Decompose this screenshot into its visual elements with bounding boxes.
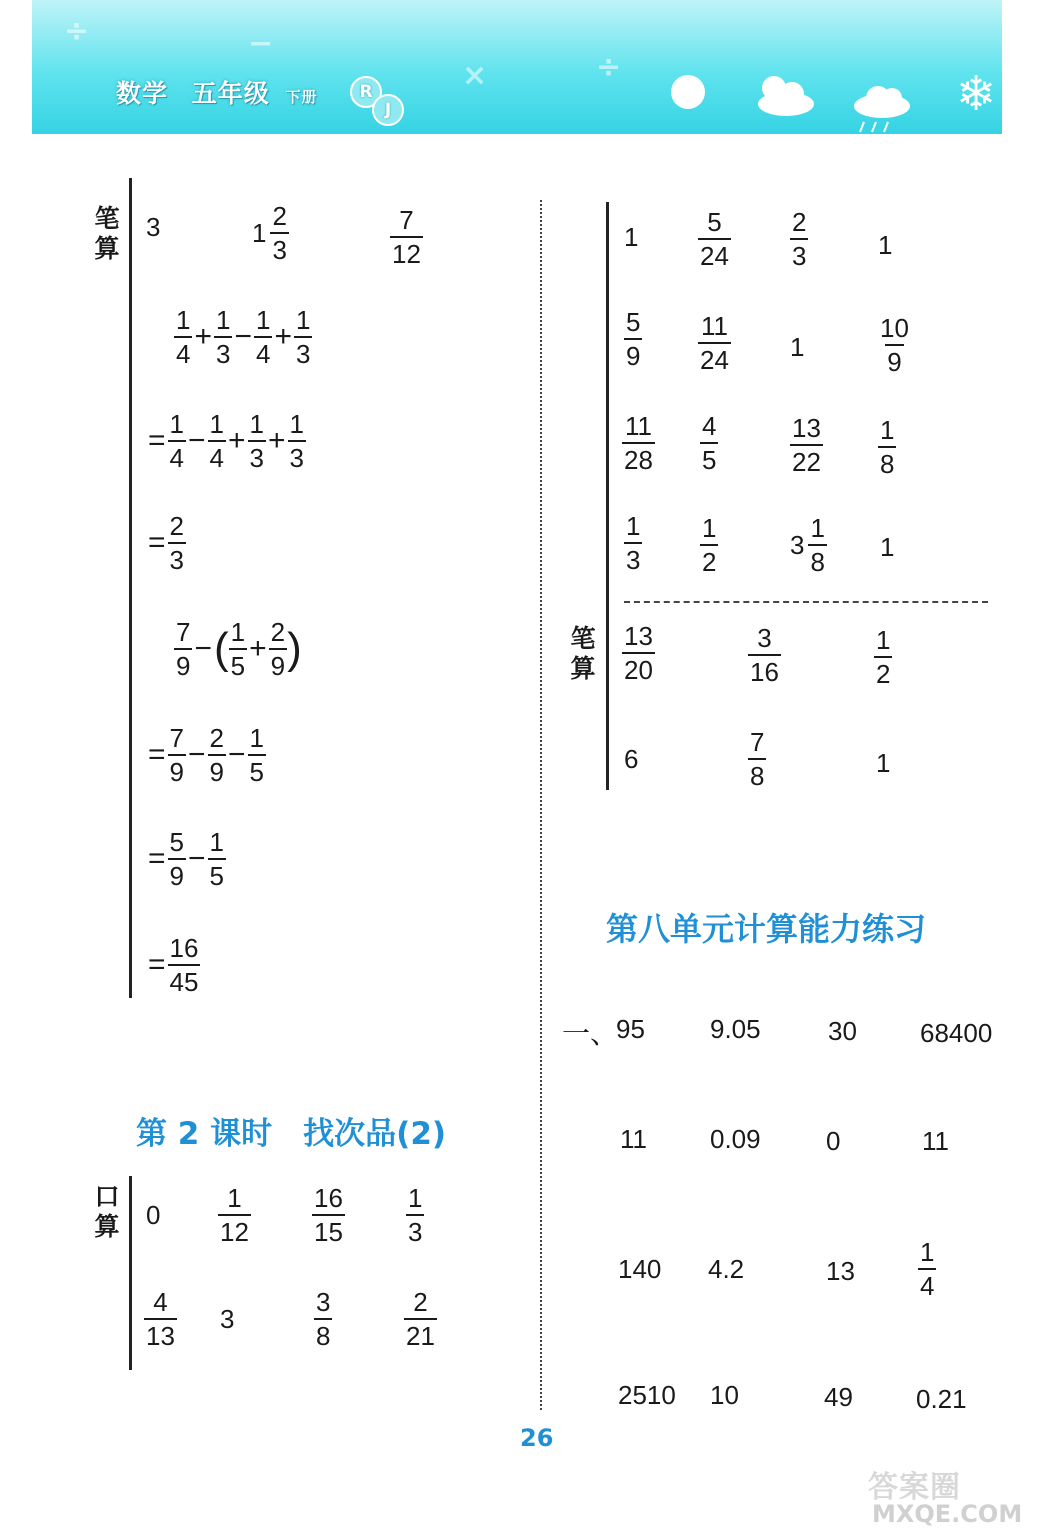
r4-c1: 2510 (618, 1380, 676, 1410)
calc1-result: = $\frac{2}{3}$ (148, 511, 184, 575)
fraction: $\frac{2}{3}$ (272, 201, 287, 265)
r1-c1: 95 (616, 1014, 645, 1044)
fraction: $\frac{16}{45}$ (169, 933, 199, 997)
cloud-rain-icon (848, 80, 914, 136)
snowflake-icon: ❄ (956, 66, 997, 122)
fraction: $\frac{1}{4}$ (209, 409, 224, 473)
unit-heading: 第八单元计算能力练习 (606, 910, 927, 948)
r2-c1: 11 (620, 1124, 647, 1154)
grid-r2-b: $\frac{11}{24}$ (700, 311, 729, 375)
r3-c3: 13 (826, 1256, 855, 1286)
grid-r3-d: $\frac{1}{8}$ (880, 415, 895, 479)
grid-r4-c (790, 512, 827, 578)
kousuan-0: 0 (146, 1200, 161, 1230)
bisuan-1: 1 (876, 748, 891, 778)
times-decoration: × (462, 58, 488, 93)
grid-r2-d: $\frac{10}{9}$ (880, 313, 909, 377)
bisuan-label: 笔算 (94, 204, 120, 263)
minus-decoration: − (248, 26, 274, 61)
calc2-result: = $\frac{16}{45}$ (148, 933, 199, 997)
grade: 五年级 (191, 79, 270, 108)
grid-r2-a: $\frac{5}{9}$ (626, 307, 641, 371)
fraction: $\frac{1}{3}$ (249, 409, 264, 473)
grid-r3-a: $\frac{11}{28}$ (624, 411, 653, 475)
watermark: 答案圈 (868, 1470, 961, 1505)
r4-c2: 10 (710, 1380, 739, 1410)
calc1-line1: $\frac{1}{4}$ + $\frac{1}{3}$ − $\frac{1}{4}$ + $\frac{1}{3}$ (176, 305, 311, 369)
book-title (116, 74, 317, 110)
fraction: $\frac{1}{5}$ (209, 827, 224, 891)
page-number: 26 (520, 1424, 554, 1452)
fraction: $\frac{5}{9}$ (169, 827, 184, 891)
fraction: $\frac{2}{3}$ (169, 511, 184, 575)
kousuan-16-15: $\frac{16}{15}$ (314, 1183, 343, 1247)
r4-c3: 49 (824, 1382, 853, 1412)
kousuan-4-13: $\frac{4}{13}$ (146, 1287, 175, 1351)
bisuan-1-2: $\frac{1}{2}$ (876, 625, 891, 689)
section-separator (624, 601, 988, 603)
fraction: $\frac{1}{3}$ (296, 305, 311, 369)
grid-r1-a: 1 (624, 222, 639, 252)
calc2-line3: = $\frac{5}{9}$ − $\frac{1}{5}$ (148, 827, 224, 891)
r3-c2: 4.2 (708, 1254, 745, 1284)
right-bar (606, 202, 609, 790)
bisuan-bar (129, 178, 132, 998)
grid-r3-c: $\frac{13}{22}$ (792, 413, 821, 477)
fraction: $\frac{7}{9}$ (176, 617, 191, 681)
calc2-line2: = $\frac{7}{9}$ − $\frac{2}{9}$ − $\frac{1}{5}$ (148, 723, 264, 787)
r2-c2: 0.09 (710, 1124, 761, 1154)
fraction: $\frac{2}{9}$ (209, 723, 224, 787)
kousuan-3: 3 (220, 1304, 235, 1334)
grid-r1-c: $\frac{2}{3}$ (792, 207, 807, 271)
kousuan-2-21: $\frac{2}{21}$ (406, 1287, 435, 1351)
bisuan-7-8: $\frac{7}{8}$ (750, 727, 765, 791)
answer-mixed-1-2-3 (252, 200, 289, 266)
kousuan-bar (129, 1176, 132, 1370)
r2-c4: 11 (922, 1126, 949, 1156)
answer-3: 3 (146, 212, 161, 242)
grid-r4-a: $\frac{1}{3}$ (626, 511, 641, 575)
whole-part: 1 (252, 217, 267, 248)
column-divider (540, 200, 542, 1410)
fraction: $\frac{1}{3}$ (216, 305, 231, 369)
volume: 下册 (285, 88, 318, 106)
kousuan-label: 口算 (94, 1182, 120, 1241)
cloud-sun-icon (752, 70, 818, 120)
sun-icon (668, 72, 708, 112)
fraction: $\frac{2}{9}$ (270, 617, 286, 681)
r2-c3: 0 (826, 1126, 841, 1156)
grid-r1-b: $\frac{5}{24}$ (700, 207, 729, 271)
r1-c2: 9.05 (710, 1014, 761, 1044)
badge-j: J (372, 94, 404, 126)
bisuan-3-16: $\frac{3}{16}$ (750, 623, 779, 687)
lesson-heading: 第 2 课时 找次品(2) (136, 1116, 447, 1152)
calc1-line2: = $\frac{1}{4}$ − $\frac{1}{4}$ + $\frac{1}{3}$ + $\frac{1}{3}$ (148, 409, 304, 473)
subject: 数学 (116, 79, 169, 108)
kousuan-1-12: $\frac{1}{12}$ (220, 1183, 249, 1247)
fraction: $\frac{1}{4}$ (176, 305, 191, 369)
fraction: $\frac{1}{3}$ (289, 409, 304, 473)
grid-r2-c: 1 (790, 332, 805, 362)
watermark-url: MXQE.COM (872, 1500, 1023, 1528)
bisuan-13-20: $\frac{13}{20}$ (624, 621, 653, 685)
divide-decoration-2: ÷ (596, 50, 622, 85)
fraction: $\frac{1}{5}$ (230, 617, 246, 681)
r3-c1: 140 (618, 1254, 662, 1284)
calc2-line1: $\frac{7}{9}$ − ( $\frac{1}{5}$ + $\frac{2}{9}$ ) (176, 617, 302, 681)
fraction: $\frac{1}{8}$ (810, 513, 825, 577)
bisuan-6: 6 (624, 744, 639, 774)
fraction: $\frac{1}{4}$ (169, 409, 184, 473)
fraction: $\frac{1}{5}$ (249, 723, 264, 787)
section-label: 一、 (562, 1018, 619, 1049)
grid-r3-b: $\frac{4}{5}$ (702, 411, 717, 475)
r1-c3: 30 (828, 1016, 857, 1046)
grid-r4-b: $\frac{1}{2}$ (702, 513, 717, 577)
badge-r: R (350, 76, 382, 108)
kousuan-3-8: $\frac{3}{8}$ (316, 1287, 331, 1351)
fraction: $\frac{7}{9}$ (169, 723, 184, 787)
r1-c4: 68400 (920, 1018, 993, 1048)
fraction: $\frac{1}{4}$ (256, 305, 271, 369)
grid-r4-d: 1 (880, 532, 895, 562)
r3-c4: $\frac{1}{4}$ (920, 1237, 935, 1301)
grid-r1-d: 1 (878, 230, 893, 260)
kousuan-1-3: $\frac{1}{3}$ (408, 1183, 423, 1247)
divide-decoration: ÷ (64, 14, 90, 49)
answer-7-12: $\frac{7}{12}$ (392, 205, 421, 269)
whole-part: 3 (790, 529, 805, 560)
r4-c4: 0.21 (916, 1384, 967, 1414)
bisuan-label-right: 笔算 (570, 624, 596, 683)
